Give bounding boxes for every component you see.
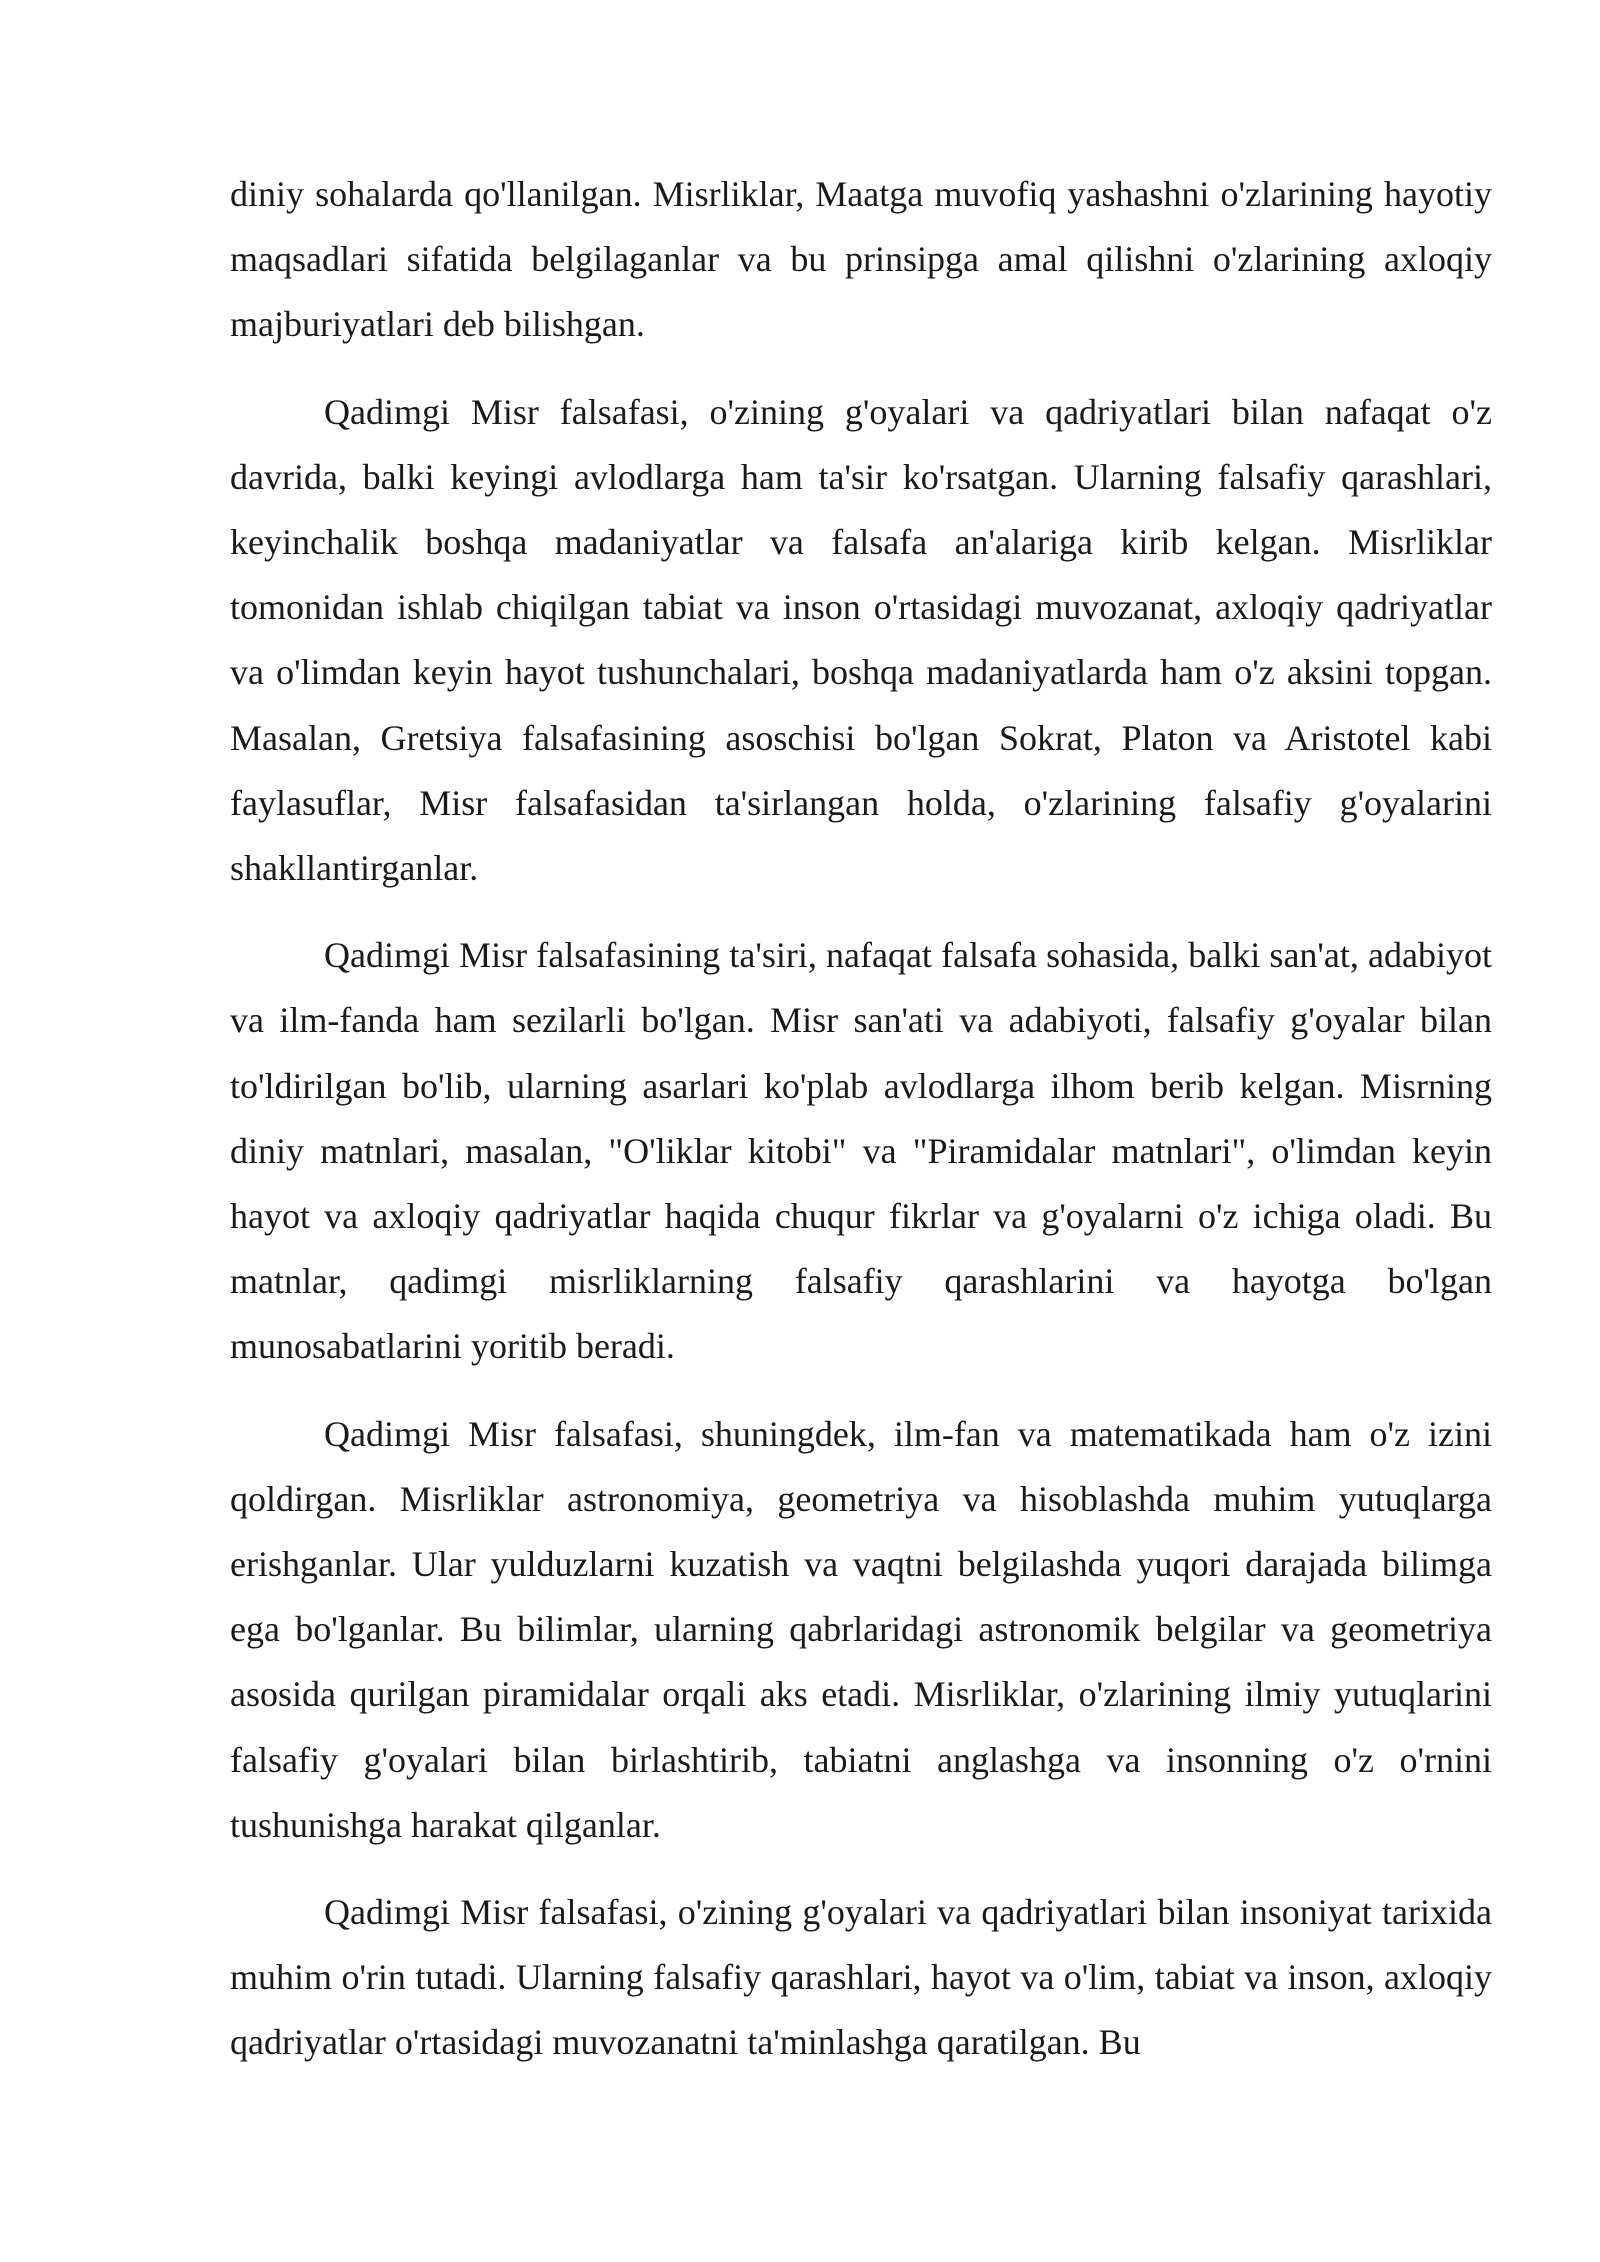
document-body [230,162,1492,2098]
paragraph-2: Qadimgi Misr falsafasi, o'zining g'oyalari va qadriyatlari bilan nafaqat o'z davrida, balki keyingi avlodlarga ham ta'sir ko'rsatgan. Ularning falsafiy qarashlari, keyinchalik boshqa madaniyatlar va falsafa an'alariga kirib kelgan. Misrliklar tomonidan ishlab chiqilgan tabiat va inson o'rtasidagi muvozanat, axloqiy qadriyatlar va o'limdan keyin hayot tushunchalari, boshqa madaniyatlarda ham o'z aksini topgan. Masalan, Gretsiya falsafasining asoschisi bo'lgan Sokrat, Platon va Aristotel kabi faylasuflar, Misr falsafasidan ta'sirlangan holda, o'zlarining falsafiy g'oyalarini shakllantirganlar. [230,391,1492,889]
paragraph-1: diniy sohalarda qo'llanilgan. Misrliklar, Maatga muvofiq yashashni o'zlarining hayotiy maqsadlari sifatida belgilaganlar va bu prinsipga amal qilishni o'zlarining axloqiy majburiyatlari deb bilishgan. [230,174,1492,345]
paragraph-5: Qadimgi Misr falsafasi, o'zining g'oyalari va qadriyatlari bilan insoniyat tarixida muhim o'rin tutadi. Ularning falsafiy qarashlari, hayot va o'lim, tabiat va inson, axloqiy qadriyatlar o'rtasidagi muvozanatni ta'minlashga qaratilgan. Bu [230,1892,1492,2063]
paragraph-3: Qadimgi Misr falsafasining ta'siri, nafaqat falsafa sohasida, balki san'at, adabiyot va ilm-fanda ham sezilarli bo'lgan. Misr san'ati va adabiyoti, falsafiy g'oyalar bilan to'ldirilgan bo'lib, ularning asarlari ko'plab avlodlarga ilhom berib kelgan. Misrning diniy matnlari, masalan, "O'liklar kitobi" va "Piramidalar matnlari", o'limdan keyin hayot va axloqiy qadriyatlar haqida chuqur fikrlar va g'oyalarni o'z ichiga oladi. Bu matnlar, qadimgi misrliklarning falsafiy qarashlarini va hayotga bo'lgan munosabatlarini yoritib beradi. [230,935,1492,1367]
paragraph-4: Qadimgi Misr falsafasi, shuningdek, ilm-fan va matematikada ham o'z izini qoldirgan. Misrliklar astronomiya, geometriya va hisoblashda muhim yutuqlarga erishganlar. Ular yulduzlarni kuzatish va vaqtni belgilashda yuqori darajada bilimga ega bo'lganlar. Bu bilimlar, ularning qabrlaridagi astronomik belgilar va geometriya asosida qurilgan piramidalar orqali aks etadi. Misrliklar, o'zlarining ilmiy yutuqlarini falsafiy g'oyalari bilan birlashtirib, tabiatni anglashga va insonning o'z o'rnini tushunishga harakat qilganlar. [230,1413,1492,1845]
